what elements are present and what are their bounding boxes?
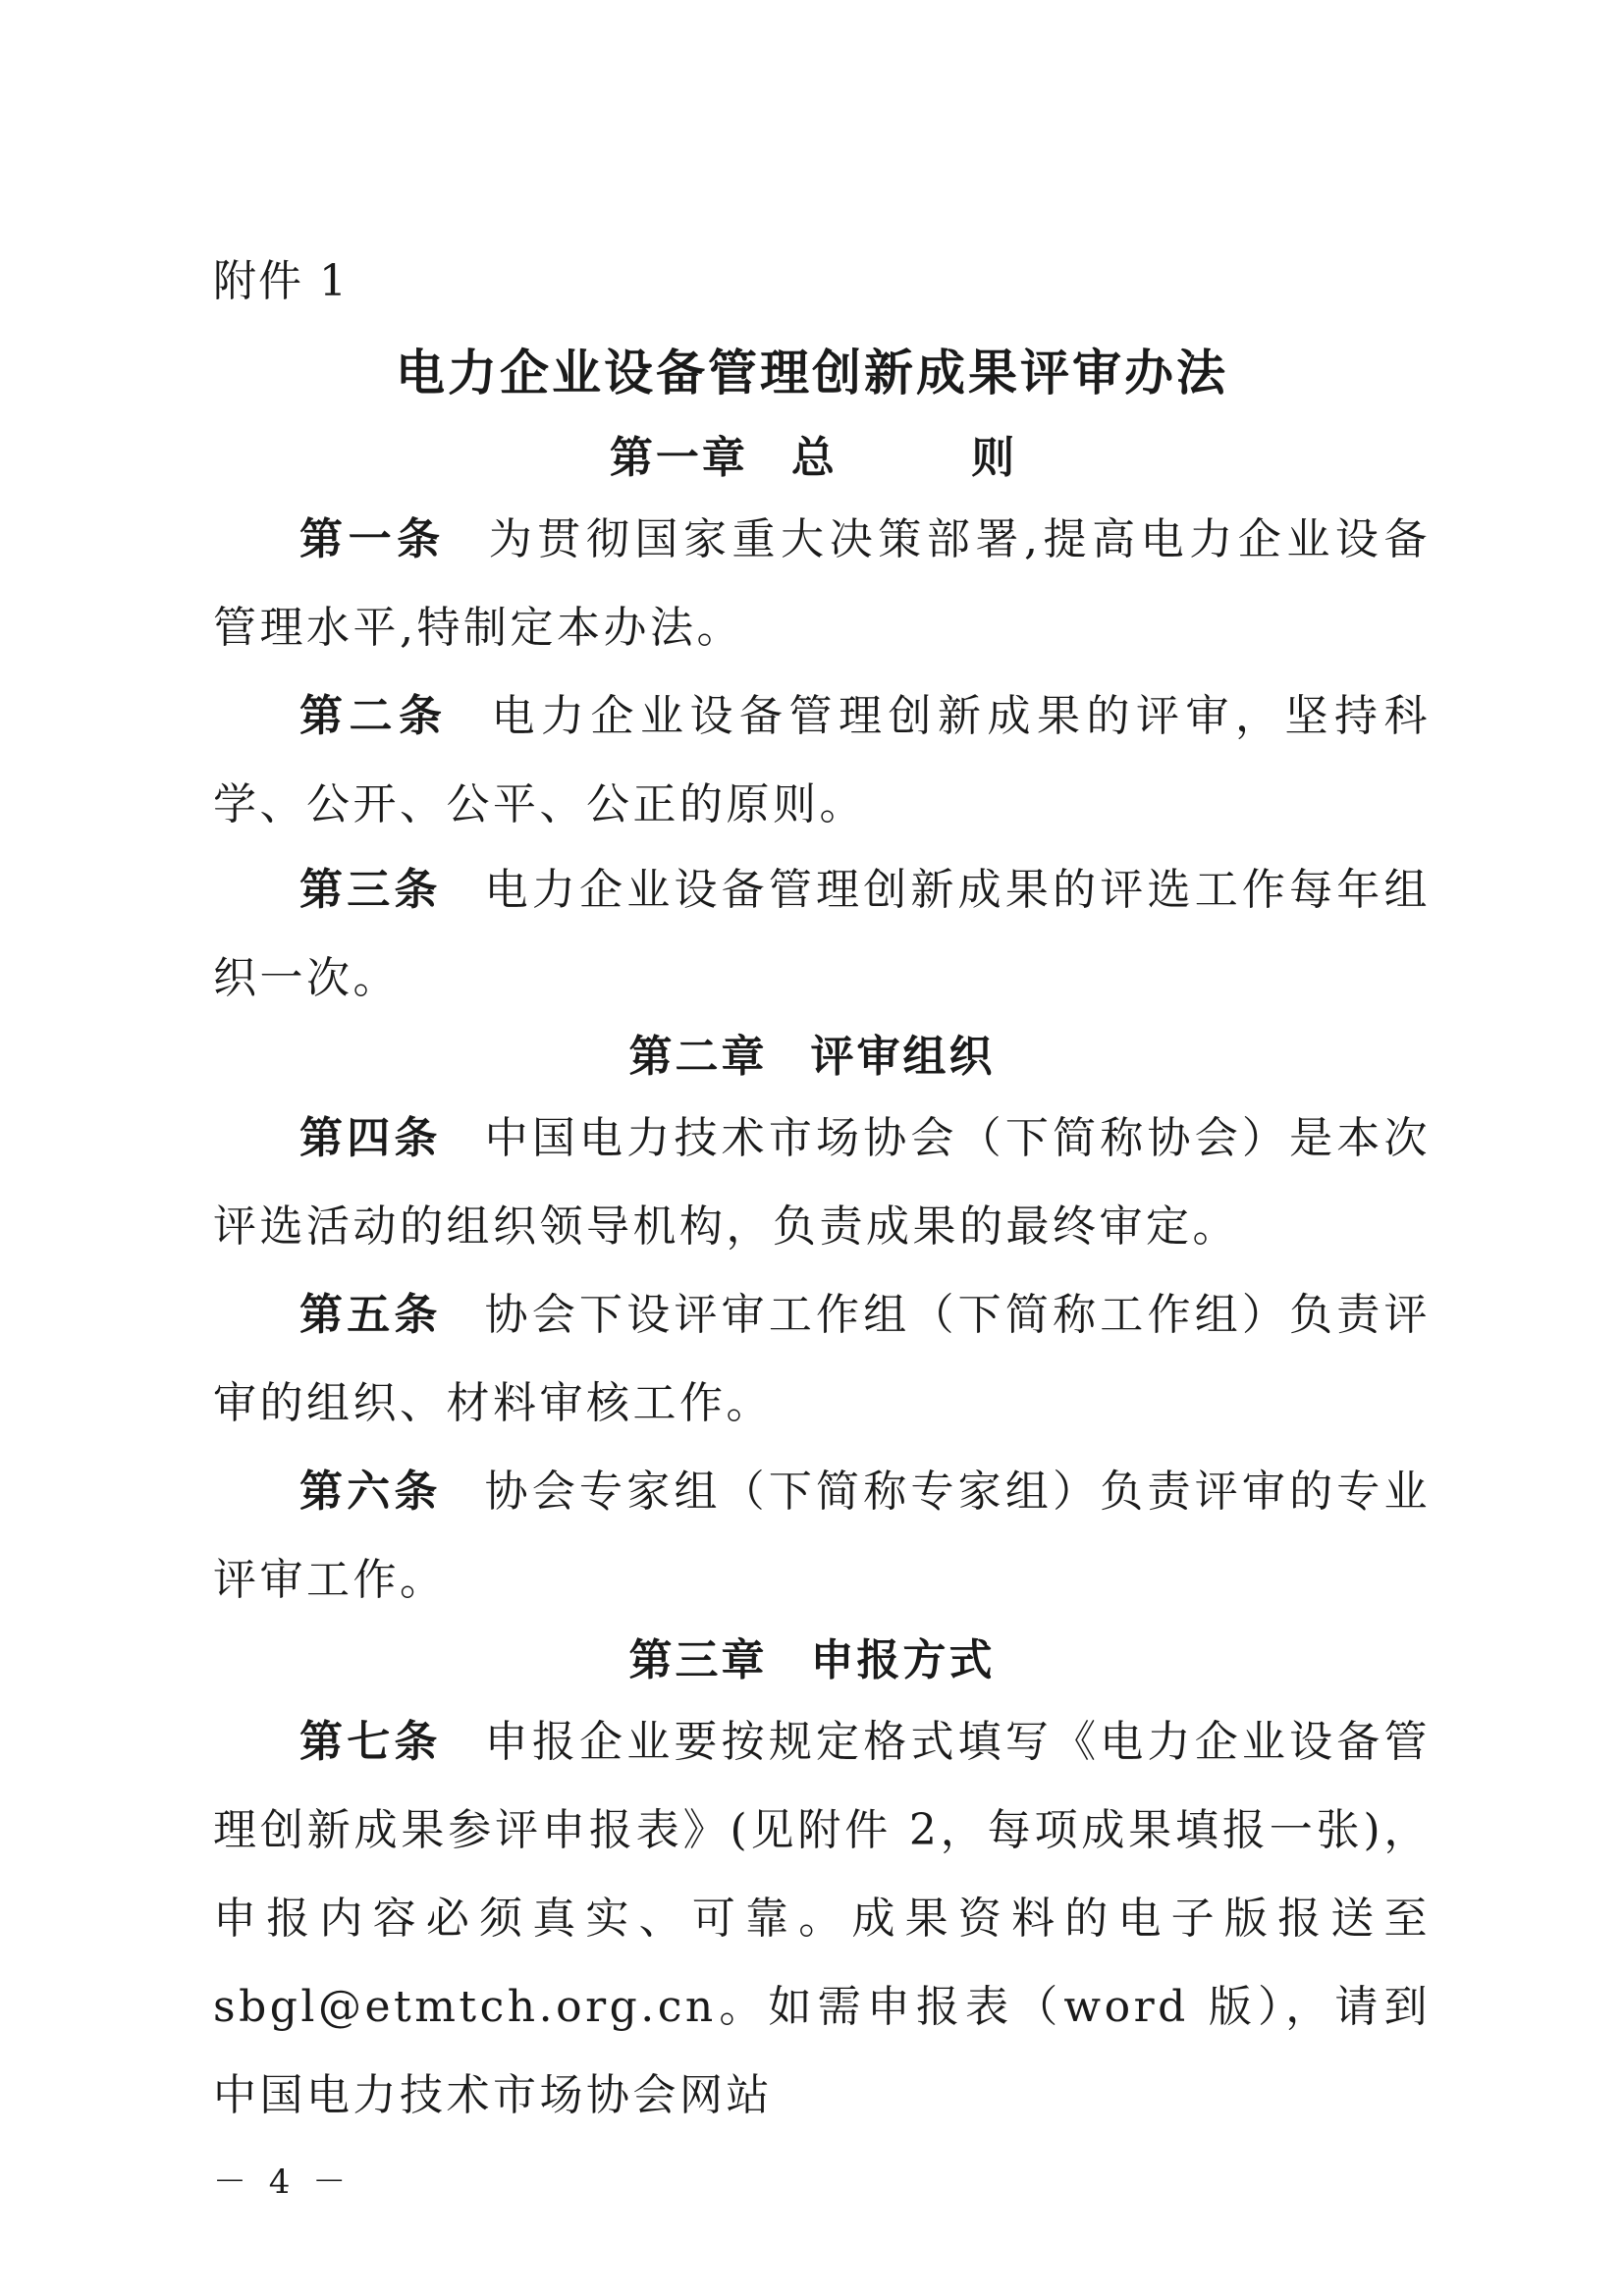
article-text: 电力企业设备管理创新成果的评选工作每年组织一次。 (213, 865, 1432, 1003)
article-label: 第二条 (299, 691, 449, 741)
article-text: 中国电力技术市场协会（下简称协会）是本次评选活动的组织领导机构，负责成果的最终审定。 (213, 1113, 1432, 1252)
article-paragraph (213, 1271, 1431, 1448)
annex-label: 附件 1 (213, 256, 349, 306)
article-label: 第一条 (299, 514, 446, 564)
chapter-heading (0, 1021, 1624, 1084)
chapter-name: 总 则 (790, 433, 1076, 483)
article-label: 第五条 (299, 1290, 442, 1340)
document-title: 电力企业设备管理创新成果评审办法 (396, 344, 1228, 401)
article-paragraph (213, 496, 1431, 672)
chapter-number: 第一章 (609, 433, 748, 483)
article-paragraph (213, 846, 1431, 1023)
article-text: 协会下设评审工作组（下简称工作组）负责评审的组织、材料审核工作。 (213, 1290, 1432, 1428)
article-label: 第六条 (299, 1467, 442, 1517)
chapter-heading (0, 422, 1624, 485)
article-text: 申报企业要按规定格式填写《电力企业设备管理创新成果参评申报表》(见附件 2，每项成果填报一张)，申报内容必须真实、可靠。成果资料的电子版报送至 sbgl@etmtch.org.cn。如需申报表（word 版），请到中国电力技术市场协会网站 (213, 1717, 1432, 2120)
article-label: 第三条 (299, 865, 442, 915)
article-text: 协会专家组（下简称专家组）负责评审的专业评审工作。 (213, 1467, 1432, 1605)
article-paragraph (213, 1698, 1431, 2140)
chapter-name: 申报方式 (810, 1635, 996, 1685)
article-paragraph (213, 1448, 1431, 1625)
article-text: 为贯彻国家重大决策部署,提高电力企业设备管理水平,特制定本办法。 (213, 514, 1431, 653)
page-number: － 4 － (213, 2163, 352, 2202)
chapter-number: 第二章 (628, 1032, 768, 1082)
article-label: 第四条 (299, 1113, 442, 1163)
article-paragraph (213, 1095, 1431, 1271)
chapter-number: 第三章 (628, 1635, 768, 1685)
chapter-heading (0, 1625, 1624, 1687)
chapter-name: 评审组织 (810, 1032, 996, 1082)
article-label: 第七条 (299, 1717, 442, 1767)
article-paragraph (213, 672, 1431, 849)
article-text: 电力企业设备管理创新成果的评审，坚持科学、公开、公平、公正的原则。 (213, 691, 1431, 829)
